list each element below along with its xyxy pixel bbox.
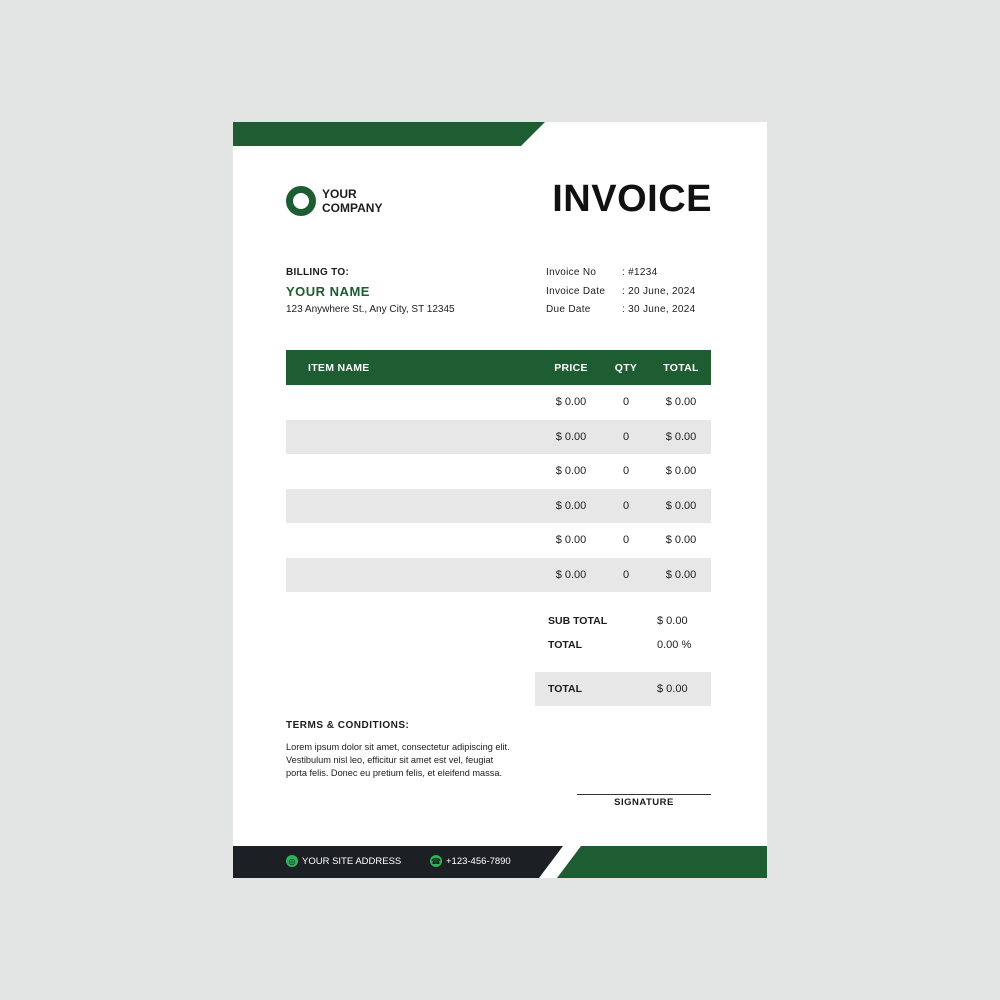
signature-line [577, 794, 711, 795]
footer-phone-text: +123-456-7890 [446, 855, 511, 867]
footer-phone[interactable] [430, 855, 511, 867]
cell-total: $ 0.00 [665, 534, 697, 547]
header-item: ITEM NAME [308, 361, 370, 374]
grand-total-label: TOTAL [548, 683, 583, 695]
cell-price: $ 0.00 [555, 430, 587, 443]
tax-value: 0.00 % [657, 639, 692, 651]
cell-qty: 0 [622, 568, 630, 581]
billing-label: BILLING TO: [286, 267, 350, 278]
meta-value: : 30 June, 2024 [622, 304, 696, 315]
header-total: TOTAL [663, 361, 699, 374]
billing-name: YOUR NAME [286, 284, 370, 299]
invoice-page [233, 122, 767, 878]
totals-section [535, 609, 711, 706]
subtotal-label: SUB TOTAL [548, 615, 608, 627]
table-row [286, 454, 711, 489]
terms-label: TERMS & CONDITIONS: [286, 720, 410, 731]
terms-section [286, 720, 516, 780]
cell-total: $ 0.00 [665, 499, 697, 512]
invoice-title: INVOICE [552, 178, 712, 220]
cell-qty: 0 [622, 430, 630, 443]
table-header [286, 350, 711, 385]
footer-site-text: YOUR SITE ADDRESS [302, 855, 402, 867]
header-qty: QTY [614, 361, 638, 374]
footer-site[interactable] [286, 855, 401, 867]
cell-price: $ 0.00 [555, 568, 587, 581]
grand-total-value: $ 0.00 [657, 683, 688, 695]
meta-row [546, 286, 695, 305]
table-row [286, 420, 711, 455]
cell-total: $ 0.00 [665, 396, 697, 409]
table-row [286, 385, 711, 420]
table-row [286, 523, 711, 558]
cell-price: $ 0.00 [555, 499, 587, 512]
cell-price: $ 0.00 [555, 465, 587, 478]
cell-qty: 0 [622, 396, 630, 409]
globe-icon: ◎ [286, 855, 298, 867]
items-table [286, 350, 711, 592]
invoice-meta [546, 267, 695, 323]
footer-bar [233, 846, 767, 878]
meta-key: Invoice Date [546, 285, 606, 297]
table-row [286, 489, 711, 524]
tax-row [535, 633, 711, 657]
company-name [322, 187, 382, 215]
cell-qty: 0 [622, 465, 630, 478]
top-accent-bar [233, 122, 545, 146]
subtotal-row [535, 609, 711, 633]
cell-qty: 0 [622, 534, 630, 547]
cell-total: $ 0.00 [665, 465, 697, 478]
signature-label: SIGNATURE [614, 797, 674, 808]
company-name-line2: COMPANY [322, 201, 383, 215]
signature-block [577, 794, 711, 808]
header-price: PRICE [554, 361, 588, 374]
logo-ring-icon [286, 186, 316, 216]
cell-total: $ 0.00 [665, 430, 697, 443]
company-name-line1: YOUR [322, 187, 357, 201]
meta-row [546, 304, 695, 323]
meta-key: Invoice No [546, 267, 597, 278]
terms-text: Lorem ipsum dolor sit amet, consectetur adipiscing elit. Vestibulum nisl leo, efficitur sit amet est vel, feugiat porta felis. Donec eu pretium felis, et eleifend massa. [286, 742, 510, 778]
subtotal-value: $ 0.00 [657, 615, 688, 627]
billing-address: 123 Anywhere St., Any City, ST 12345 [286, 304, 455, 315]
meta-value: : 20 June, 2024 [622, 285, 696, 297]
billing-section [286, 267, 455, 315]
table-row [286, 558, 711, 593]
phone-icon: ☎ [431, 856, 441, 866]
cell-qty: 0 [622, 499, 630, 512]
meta-row [546, 267, 695, 286]
company-logo [286, 186, 382, 216]
meta-value: : #1234 [622, 267, 658, 278]
cell-price: $ 0.00 [555, 534, 587, 547]
cell-total: $ 0.00 [665, 568, 697, 581]
meta-key: Due Date [546, 304, 591, 315]
tax-label: TOTAL [548, 639, 583, 651]
grand-total-row [535, 672, 711, 706]
cell-price: $ 0.00 [555, 396, 587, 409]
